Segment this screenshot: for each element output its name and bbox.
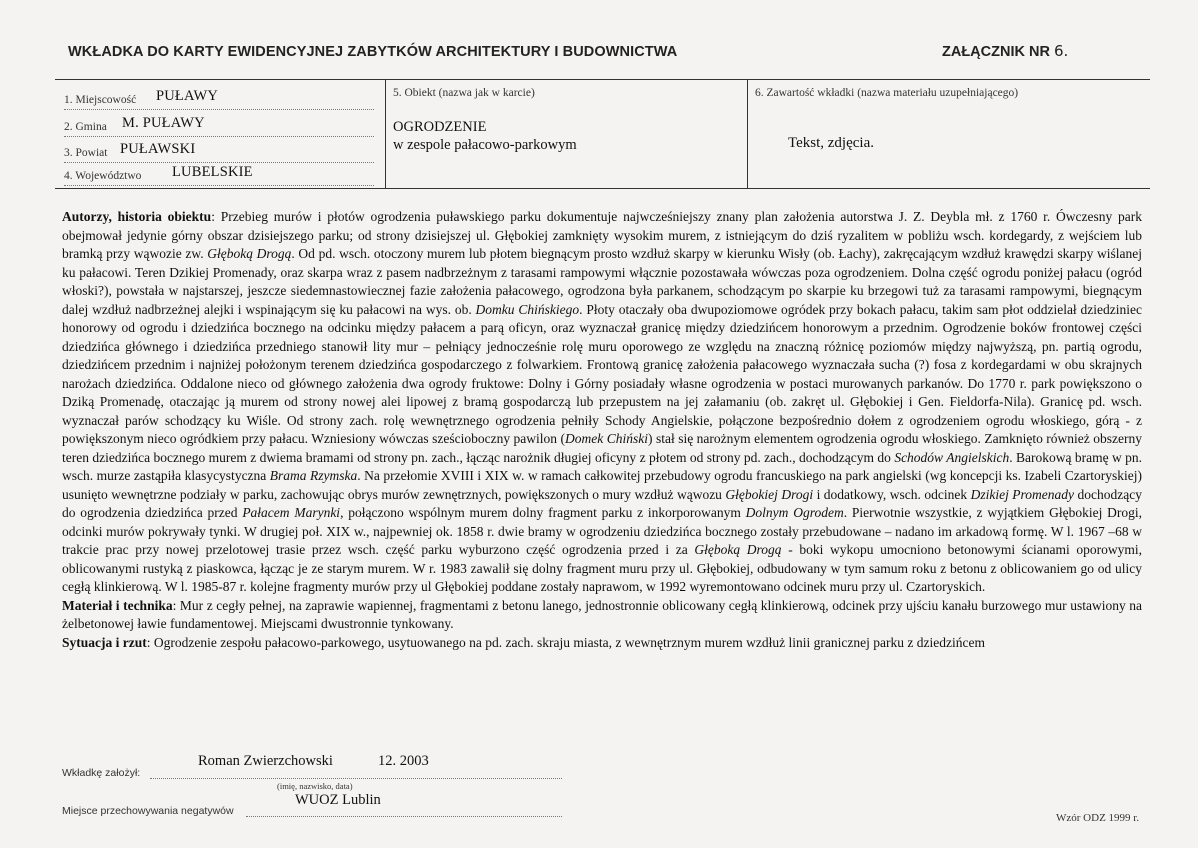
description-body [62, 208, 1142, 652]
field-obiekt-label: 5. Obiekt (nazwa jak w karcie) [393, 87, 535, 99]
storage-label: Miejsce przechowywania negatywów [62, 805, 234, 817]
field-miejscowosc [64, 88, 219, 106]
header-bottom-rule [55, 188, 1150, 189]
situation-paragraph [62, 634, 1142, 653]
author-name: Roman Zwierzchowski [198, 753, 333, 769]
field-miejscowosc-line [64, 109, 374, 110]
field-miejscowosc-value: PUŁAWY [156, 88, 219, 104]
author-label: Wkładkę założył: [62, 767, 141, 779]
history-italic-3: Domek Chiński [565, 431, 648, 446]
history-italic-4: Schodów Angielskich [894, 449, 1010, 465]
field-gmina-value: M. PUŁAWY [122, 115, 205, 131]
field-obiekt-value: OGRODZENIE [393, 119, 487, 135]
history-italic-5: Brama Rzymska [269, 468, 358, 483]
history-text-11: - boki wykopu umocniono betonowymi ścianami oporowymi, oblicowanymi rustyką z piaskowca, łącząc je ze starym murem. W r. 1983 zawalił się dolny fragment muru przy ul. Głębokiej, odbudowany w tym samum roku z betonu z oblicowaniem go od ulicy cegłą klinkierową. W l. 1985-87 r. kolejne fragmenty murów przy ul Głębokiej poddane zostały naprawom, w 1992 wyremontowano odcinek muru przy ul. Czartoryskich. [62, 542, 1142, 594]
history-text-3: . Płoty otaczały oba dwupoziomowe ogródek przy bokach pałacu, takim sam płot oddzielał dziedziniec honorowy od ogrodu i dziedzińca bocznego na odcinku między pałacem a parą oficyn, oraz wyznaczał granicę między dziedzińcem honorowym a przednim. Ogrodzenie boków frontowej części dziedzińca głównego i dziedzińca przedniego stanowił lity mur – pełniący jednocześnie rolę muru oporowego ze względu na znaczną różnicę poziomów między najwyższą, pn. partią ogrodu, dziedzińcem przednim i najniżej położonym terenem dziedzińca gospodarczego z folwarkiem. Frontową granicę założenia pałacowego wyznaczała sucha (?) fosa z kordegardami w obu skrajnych narożach dziedzińca. Oddalone nieco od głównego założenia dwa ogrody fruktowe: Dolny i Górny posiadały własne ogrodzenia w postaci murowanych parkanów. Do 1770 r. park powiększono o Dziką Promenadę, otaczając ją murem od strony nowej alei lipowej z bramą gospodarczą lub przepustem na jej załamaniu (ob. zakręt ul. Głębokiej i Gen. Fieldorfa-Nila). Granicę pd. wsch. wyznaczał parów schodzący ku Wiśle. Od strony zach. rolę wewnętrznego ogrodzenia pełniły Schody Angielskie, połączone bezpośrednio dołem z ogrodzeniem ogrodu włoskiego, górą - z powiększonym nieco ogródkiem przy pałacu. Wzniesiony wówczas sześcioboczny pawilon ( [62, 301, 1142, 446]
history-text-6: . Na przełomie XVIII i XIX w. w ramach całkowitej przebudowy ogrodu francuskiego na park angielski (wg koncepcji ks. Izabeli Czartoryskiej) usunięto wewnętrzne podziały w parku, zachowując obrys murów zewnętrznych, powiększonych o mury wzdłuż wąwozu [62, 468, 1143, 502]
field-gmina-label: 2. Gmina [64, 121, 107, 133]
history-text-9: , połączono wspólnym murem dolny fragment parku z inkorporowanym [340, 505, 746, 520]
history-italic-7: Dzikiej Promenady [970, 486, 1075, 502]
history-text-1: : Przebieg murów i płotów ogrodzenia puławskiego parku dokumentuje najwcześniejszy znany plan założenia autorstwa J. Z. Deybla mł. z 1760 r. Ówczesny park obejmował jedynie górny obszar dzisiejszego parku; od strony dzisiejszej ul. Głębokiej zamknięty wysokim murem, z istniejącym do dziś ryzalitem w pobliżu wsch. kordegardy, z wejściem lub bramką przy wąwozie zw. [62, 209, 1142, 261]
field-gmina-line [64, 136, 374, 137]
history-italic-10: Głęboką Drogą [694, 542, 782, 557]
history-text-7: i dodatkowy, wsch. odcinek [813, 486, 971, 502]
field-obiekt-value-sub: w zespole pałacowo-parkowym [393, 137, 577, 153]
field-wojewodztwo-line [64, 185, 374, 186]
annex-number: 6. [1053, 42, 1069, 60]
situation-heading: Sytuacja i rzut [62, 634, 147, 650]
history-italic-9: Dolnym Ogrodem [745, 505, 844, 520]
history-italic-2: Domku Chińskiego [475, 301, 580, 317]
storage-value: WUOZ Lublin [295, 792, 381, 808]
field-miejscowosc-label: 1. Miejscowość [64, 94, 137, 106]
history-italic-8: Pałacem Marynki [242, 505, 341, 520]
history-text-5: . Barokową bramę w pn. wsch. murze zastąpiła klasycystyczna [62, 449, 1143, 483]
author-line [150, 778, 562, 779]
annex-label-text: ZAŁĄCZNIK NR [942, 44, 1050, 60]
form-reference: Wzór ODZ 1999 r. [1056, 812, 1140, 824]
storage-line [246, 816, 562, 817]
field-gmina [64, 115, 205, 133]
history-text-8: dochodzący do ogrodzenia dziedzińca przed [62, 486, 1142, 520]
history-text-4: ) stał się narożnym elementem ogrodzenia ogrodu włoskiego. Zamknięto również obszerny teren dziedzińca bocznego murem z dwiema bramami od strony pn. zach., łącząc narożnik długiej oficyny z płotem od strony pd. zach., dochodzącym do [62, 431, 1142, 465]
history-italic-6: Głębokiej Drogi [725, 486, 814, 502]
column-divider-1 [385, 79, 386, 189]
authors-heading: Autorzy, historia obiektu [62, 209, 212, 224]
field-powiat-line [64, 162, 374, 163]
field-powiat-value: PUŁAWSKI [120, 141, 196, 157]
field-powiat-label: 3. Powiat [64, 147, 108, 159]
field-wojewodztwo-label: 4. Województwo [64, 170, 142, 182]
history-paragraph [62, 208, 1142, 597]
field-wojewodztwo [64, 164, 253, 182]
field-powiat [64, 141, 196, 159]
field-zawartosc-value: Tekst, zdjęcia. [788, 135, 874, 151]
material-text: : Mur z cegły pełnej, na zaprawie wapiennej, fragmentami z betonu lanego, jednostronnie oblicowany cegłą klinkierową, odcinek przy ujściu kanału burzowego mur ustawiony na żelbetonowej ławie fundamentowej. Miejscami dwustronnie tynkowany. [62, 597, 1142, 631]
form-title: WKŁADKA DO KARTY EWIDENCYJNEJ ZABYTKÓW ARCHITEKTURY I BUDOWNICTWA [68, 44, 678, 60]
history-text-10: . Pierwotnie wszystkie, z wyjątkiem Głębokiej Drogi, odcinki murów pokrywały tynki. W drugiej poł. XIX w., najpewniej ok. 1858 r. dwie bramy w ogrodzeniu dziedzińca bocznego zostały przebudowane – nadano im arkadową formę. W l. 1967 –68 w trakcie prac przy nowej przelotowej trasie przez wsch. część parku wyburzono część ogrodzenia przed i za [62, 505, 1142, 557]
header-top-rule [55, 79, 1150, 80]
author-date: 12. 2003 [378, 753, 429, 769]
field-wojewodztwo-value: LUBELSKIE [172, 164, 253, 180]
column-divider-2 [747, 79, 748, 189]
situation-text: : Ogrodzenie zespołu pałacowo-parkowego, usytuowanego na pd. zach. skraju miasta, z wewnętrznym murem wzdłuż linii granicznej parku z dziedzińcem [146, 634, 985, 650]
field-zawartosc-label: 6. Zawartość wkładki (nazwa materiału uzupełniającego) [755, 87, 1019, 99]
annex-label [942, 42, 1068, 60]
material-heading: Materiał i technika [62, 597, 173, 613]
history-italic-1: Głęboką Drogą [207, 246, 292, 261]
material-paragraph [62, 597, 1142, 634]
history-text-2: . Od pd. wsch. otoczony murem lub płotem biegnącym prosto wzdłuż skarpy w kierunku Wisły (ob. Łachy), zakręcającym wzdłuż krawędzi skarpy wiślanej ku pałacowi. Teren Dzikiej Promenady, oraz skarpa wraz z pasem nadbrzeżnym z tarasami rampowymi włącznie pozostawała wówczas poza ogrodzeniem. Dolna część ogrodu poniżej pałacu (ogród włoski?), powstała w najstarszej, jeszcze siedemnastowiecznej fazie założenia pałacowego, ogrodzona była parkanem, schodzącym po skarpie ku brzegowi tuż za tarasami rampowymi, biegnącym dalej wzdłuż nadbrzeżnej alejki i wspinającym się ku pałacowi na wys. ob. [62, 246, 1142, 317]
author-hint: (imię, nazwisko, data) [277, 781, 353, 791]
